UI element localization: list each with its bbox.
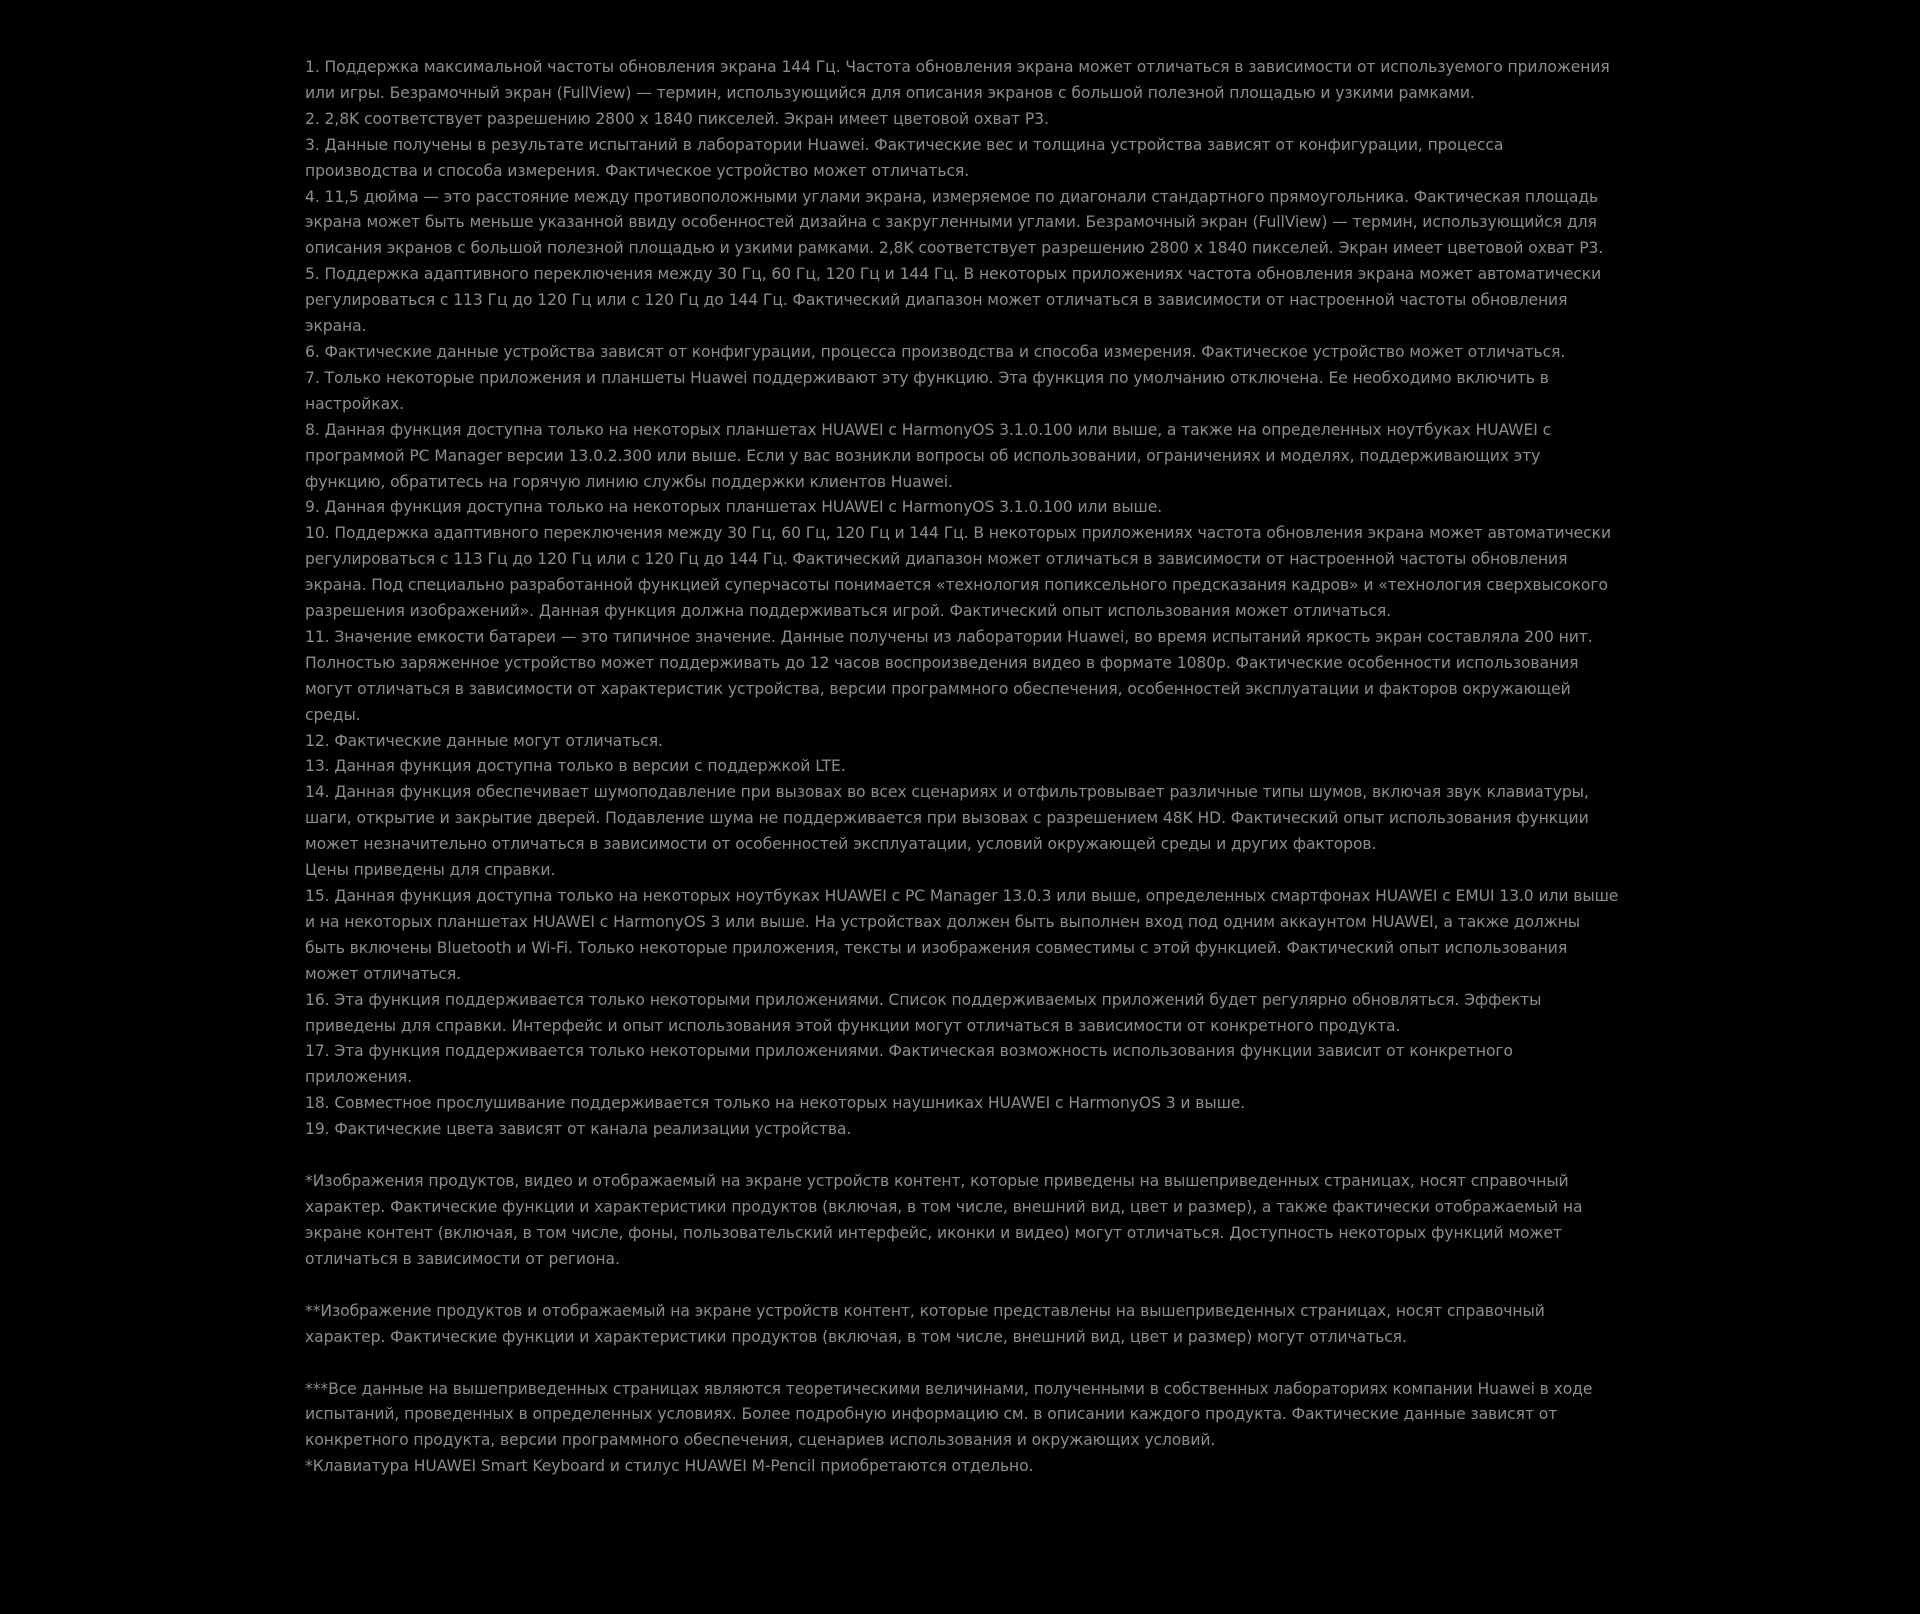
footnote-12: 12. Фактические данные могут отличаться. (305, 731, 663, 750)
spacer (305, 1143, 1620, 1169)
footnote-3: 3. Данные получены в результате испытаний в лаборатории Huawei. Фактические вес и толщина устройства зависят от конфигурации, процесса производства и способа измерения. Фактическое устройство может отличаться. (305, 135, 1504, 180)
footnote-2: 2. 2,8K соответствует разрешению 2800 x 1840 пикселей. Экран имеет цветовой охват P3. (305, 109, 1049, 128)
footnote-7: 7. Только некоторые приложения и планшеты Huawei поддерживают эту функцию. Эта функция по умолчанию отключена. Ее необходимо включить в настройках. (305, 368, 1549, 413)
footnote-5: 5. Поддержка адаптивного переключения между 30 Гц, 60 Гц, 120 Гц и 144 Гц. В некоторых приложениях частота обновления экрана может автоматически регулироваться с 113 Гц до 120 Гц или с 120 Гц до 144 Гц. Фактический диапазон может отличаться в зависимости от настроенной частоты обновления экрана. (305, 265, 1602, 336)
footnote-9: 9. Данная функция доступна только на некоторых планшетах HUAWEI с HarmonyOS 3.1.0.100 или выше. (305, 498, 1163, 517)
footnote-1: 1. Поддержка максимальной частоты обновления экрана 144 Гц. Частота обновления экрана может отличаться в зависимости от используемого приложения или игры. Безрамочный экран (FullView) — термин, использующийся для описания экранов с большой полезной площадью и узкими рамками. (305, 58, 1610, 102)
footnote-10: 10. Поддержка адаптивного переключения между 30 Гц, 60 Гц, 120 Гц и 144 Гц. В некоторых приложениях частота обновления экрана может автоматически регулироваться с 113 Гц до 120 Гц или с 120 Гц до 144 Гц. Фактический диапазон может отличаться в зависимости от настроенной частоты обновления экрана. Под специально разработанной функцией суперчасоты понимается «технология попиксельного предсказания кадров» и «технология сверхвысокого разрешения изображений». Данная функция должна поддерживаться игрой. Фактический опыт использования может отличаться. (305, 524, 1611, 621)
footnote-15: 15. Данная функция доступна только на некоторых ноутбуках HUAWEI с PC Manager 13.0.3 или выше, определенных смартфонах HUAWEI с EMUI 13.0 или выше и на некоторых планшетах HUAWEI с HarmonyOS 3 или выше. На устройствах должен быть выполнен вход под одним аккаунтом HUAWEI, а также должны быть включены Bluetooth и Wi-Fi. Только некоторые приложения, тексты и изображения совместимы с этой функцией. Фактический опыт использования может отличаться. (305, 887, 1619, 983)
footnote-13: 13. Данная функция доступна только в версии с поддержкой LTE. (305, 757, 846, 776)
footnote-6: 6. Фактические данные устройства зависят от конфигурации, процесса производства и способа измерения. Фактическое устройство может отличаться. (305, 342, 1566, 361)
footnote-11: 11. Значение емкости батареи — это типичное значение. Данные получены из лаборатории Huawei, во время испытаний яркость экран составляла 200 нит. Полностью заряженное устройство может поддерживать до 12 часов воспроизведения видео в формате 1080p. Фактические особенности использования могут отличаться в зависимости от характеристик устройства, версии программного обеспечения, особенностей эксплуатации и факторов окружающей среды. (305, 627, 1593, 724)
disclaimer-data-theoretical: ***Все данные на вышеприведенных страницах являются теоретическими величинами, полученными в собственных лабораториях компании Huawei в ходе испытаний, проведенных в определенных условиях. Более подробную информацию см. в описании каждого продукта. Фактические данные зависят от конкретного продукта, версии программного обеспечения, сценариев использования и окружающих условий. (305, 1379, 1593, 1450)
footnote-16: 16. Эта функция поддерживается только некоторыми приложениями. Список поддерживаемых приложений будет регулярно обновляться. Эффекты приведены для справки. Интерфейс и опыт использования этой функции могут отличаться в зависимости от конкретного продукта. (305, 990, 1542, 1035)
footnote-8: 8. Данная функция доступна только на некоторых планшетах HUAWEI с HarmonyOS 3.1.0.100 или выше, а также на определенных ноутбуках HUAWEI с программой PC Manager версии 13.0.2.300 или выше. Если у вас возникли вопросы об использовании, ограничениях и моделях, поддерживающих эту функцию, обратитесь на горячую линию службы поддержки клиентов Huawei. (305, 420, 1552, 491)
footnote-4: 4. 11,5 дюйма — это расстояние между противоположными углами экрана, измеряемое по диагонали стандартного прямоугольника. Фактическая площадь экрана может быть меньше указанной ввиду особенностей дизайна с закругленными углами. Безрамочный экран (FullView) — термин, использующийся для описания экранов с большой полезной площадью и узкими рамками. 2,8K соответствует разрешению 2800 x 1840 пикселей. Экран имеет цветовой охват P3. (305, 187, 1604, 258)
disclaimer-text-block (305, 55, 1620, 1480)
disclaimer-images-content: *Изображения продуктов, видео и отображаемый на экране устройств контент, которые приведены на вышеприведенных страницах, носят справочный характер. Фактические функции и характеристики продуктов (включая, в том числе, внешний вид, цвет и размер), а также фактически отображаемый на экране контент (включая, в том числе, фоны, пользовательский интерфейс, иконки и видео) могут отличаться. Доступность некоторых функций может отличаться в зависимости от региона. (305, 1172, 1583, 1268)
footnote-19: 19. Фактические цвета зависят от канала реализации устройства. (305, 1120, 852, 1139)
footnote-17: 17. Эта функция поддерживается только некоторыми приложениями. Фактическая возможность использования функции зависит от конкретного приложения. (305, 1042, 1513, 1087)
spacer (305, 1273, 1620, 1299)
price-note: Цены приведены для справки. (305, 861, 556, 880)
footnote-18: 18. Совместное прослушивание поддерживается только на некоторых наушниках HUAWEI с HarmonyOS 3 и выше. (305, 1094, 1246, 1113)
disclaimer-images-product: **Изображение продуктов и отображаемый на экране устройств контент, которые представлены на вышеприведенных страницах, носят справочный характер. Фактические функции и характеристики продуктов (включая, в том числе, внешний вид, цвет и размер) могут отличаться. (305, 1301, 1545, 1346)
footnote-14: 14. Данная функция обеспечивает шумоподавление при вызовах во всех сценариях и отфильтровывает различные типы шумов, включая звук клавиатуры, шаги, открытие и закрытие дверей. Подавление шума не поддерживается при вызовах с разрешением 48K HD. Фактический опыт использования функции может незначительно отличаться в зависимости от особенностей эксплуатации, условий окружающей среды и других факторов. (305, 783, 1589, 854)
spacer (305, 1351, 1620, 1377)
disclaimer-accessories: *Клавиатура HUAWEI Smart Keyboard и стилус HUAWEI M-Pencil приобретаются отдельно. (305, 1457, 1034, 1476)
